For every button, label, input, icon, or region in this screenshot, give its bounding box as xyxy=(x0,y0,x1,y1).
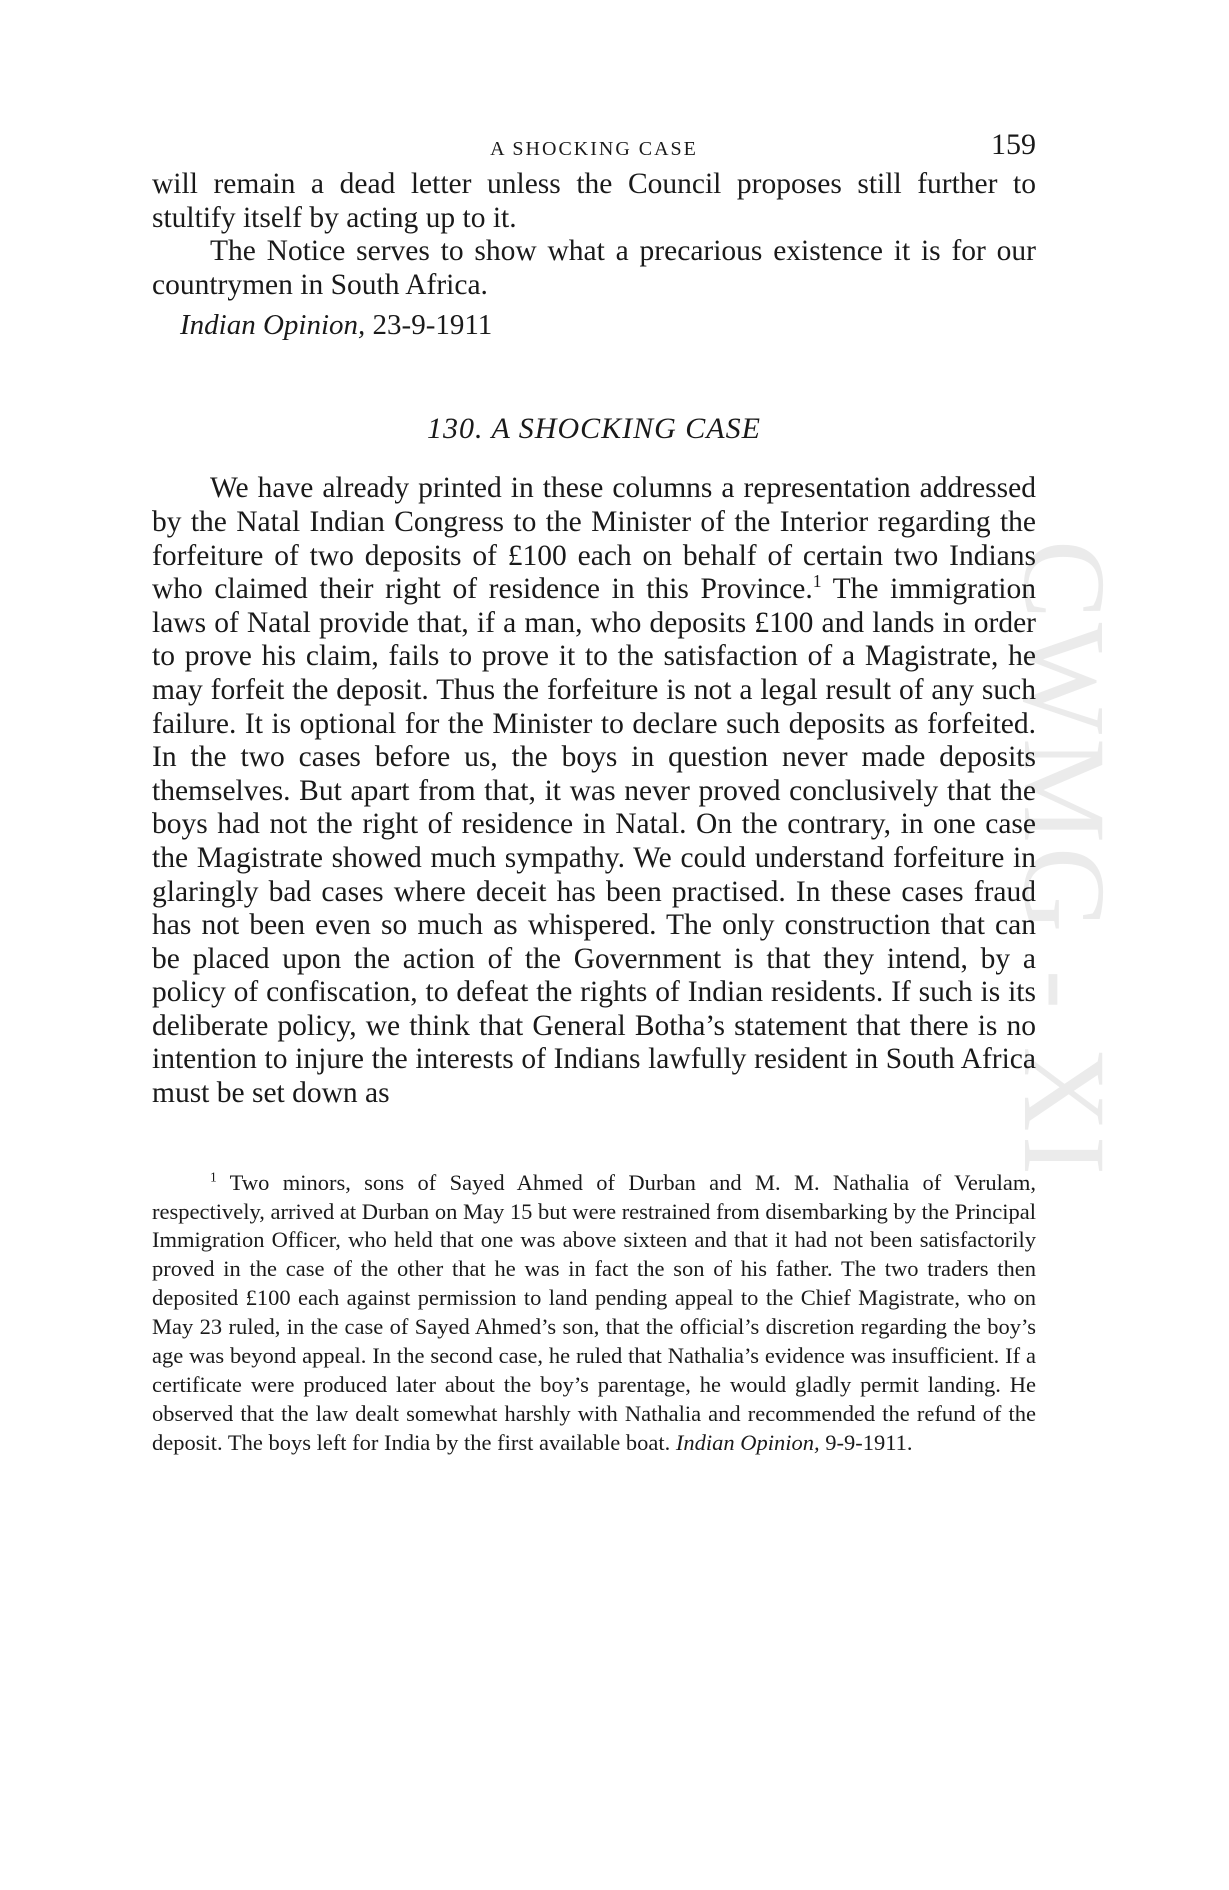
running-title: A SHOCKING CASE xyxy=(490,138,698,160)
footnote-source-date: 9-9-1911. xyxy=(819,1429,913,1455)
document-page xyxy=(152,128,1036,1458)
footnote xyxy=(152,1169,1036,1458)
footnote-reference[interactable]: 1 xyxy=(812,571,822,592)
paragraph-continuation: will remain a dead letter unless the Council proposes still further to stultify itself by acting up to it. xyxy=(152,168,1036,234)
footnotes xyxy=(152,1169,1036,1458)
section-paragraph-part1: We have already printed in these columns a representation addressed by the Natal Indian Congress to the Minister of the Interior regarding the forfeiture of two deposits of £100 each on behalf of certain two Indians who claimed their right of residence in this Province. xyxy=(152,472,1036,606)
section-paragraph xyxy=(152,472,1036,1110)
paragraph-notice: The Notice serves to show what a precarious existence it is for our countrymen in South Africa. xyxy=(152,235,1036,301)
section-heading: 130. A SHOCKING CASE xyxy=(427,412,761,446)
section-paragraph-part2: The immigration laws of Natal provide that, if a man, who deposits £100 and lands in order to prove his claim, fails to prove it to the satisfaction of a Magistrate, he may forfeit the deposit. Thus the forfeiture is not a legal result of any such failure. It is optional for the Minister to declare such deposits as forfeited. In the two cases before us, the boys in question never made deposits themselves. But apart from that, it was never proved conclusively that the boys had not the right of residence in Natal. On the contrary, in one case the Magistrate showed much sympathy. We could understand forfeiture in glaringly bad cases where deceit has been practised. In these cases fraud has not been even so much as whispered. The only construction that can be placed upon the action of the Government is that they intend, by a policy of confiscation, to defeat the rights of Indian residents. If such is its deliberate policy, we think that General Botha’s statement that there is no intention to injure the interests of Indians lawfully resident in South Africa must be set down as xyxy=(152,573,1036,1110)
source-date: 23-9-1911 xyxy=(372,309,493,342)
footnote-marker: 1 xyxy=(210,1169,217,1185)
footnote-source-publication: Indian Opinion, xyxy=(675,1429,820,1455)
running-head xyxy=(152,128,1036,168)
footnote-text: Two minors, sons of Sayed Ahmed of Durban and M. M. Nathalia of Verulam, respectively, arrived at Durban on May 15 but were restrained from disembarking by the Principal Immigration Officer, who held that one was above sixteen and that it had not been satisfactorily proved in the case of the other that he was in fact the son of his father. The two traders then deposited £100 each against permission to land pending appeal to the Chief Magistrate, who on May 23 ruled, in the case of Sayed Ahmed’s son, that the official’s discretion regarding the boy’s age was beyond appeal. In the second case, he ruled that Nathalia’s evidence was insufficient. If a certificate were produced later about the boy’s parentage, he would gladly permit landing. He observed that the law dealt somewhat harshly with Nathalia and recommended the refund of the deposit. The boys left for India by the first available boat. xyxy=(152,1169,1036,1455)
source-citation xyxy=(180,308,1036,342)
source-publication: Indian Opinion, xyxy=(180,309,366,342)
watermark: CWMG - XI xyxy=(999,540,1130,1180)
page-number: 159 xyxy=(991,128,1036,161)
